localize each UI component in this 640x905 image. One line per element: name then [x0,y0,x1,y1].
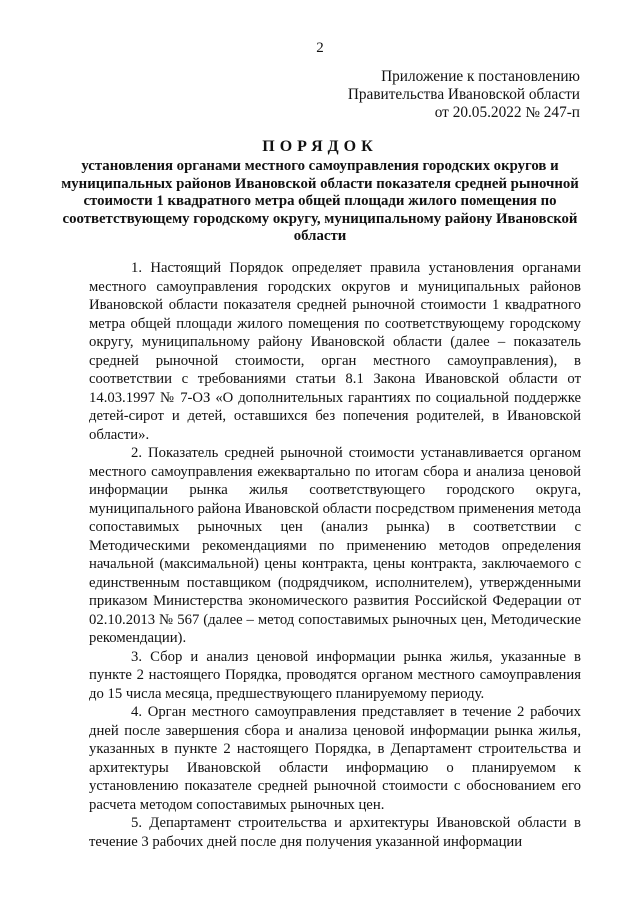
paragraph-2: 2. Показатель средней рыночной стоимости устанавливается органом местного самоуправления ежеквартально по итогам сбора и анализа ценовой информации рынка жилья соответствующего городского округа, муниципального района Ивановской области посредством применения метода сопоставимых рыночных цен (анализ рынка) в соответствии с Методическими рекомендациями по применению методов определения начальной (максимальной) цены контракта, цены контракта, заключаемого с единственным поставщиком (подрядчиком, исполнителем), утвержденными приказом Министерства экономического развития Российской Федерации от 02.10.2013 № 567 (далее – метод сопоставимых рыночных цен, Методические рекомендации). [89,445,581,646]
document-subtitle: установления органами местного самоуправления городских округов и муниципальных районов Ивановской области показателя средней рыночной стоимости 1 квадратного метра общей площади жилого помещения по соответствующему городскому округу, муниципальному району Ивановской области [61,158,579,244]
paragraph-5: 5. Департамент строительства и архитектуры Ивановской области в течение 3 рабочих дней после дня получения указанной информации [89,815,581,850]
paragraph-3: 3. Сбор и анализ ценовой информации рынка жилья, указанные в пункте 2 настоящего Порядка, проводятся органом местного самоуправления до 15 числа месяца, предшествующего планируемому периоду. [89,648,581,702]
paragraph-1: 1. Настоящий Порядок определяет правила установления органами местного самоуправления городских округов и муниципальных районов Ивановской области показателя средней рыночной стоимости 1 квадратного метра общей площади жилого помещения по соответствующему городскому округу, муниципальному району Ивановской области (далее – показатель средней рыночной стоимости, орган местного самоуправления), в соответствии с требованиями статьи 8.1 Закона Ивановской области от 14.03.1997 № 7-ОЗ «О дополнительных гарантиях по социальной поддержке детей-сирот и детей, оставшихся без попечения родителей, в Ивановской области». [89,260,581,443]
document-title: ПОРЯДОК [262,138,378,155]
paragraph-4: 4. Орган местного самоуправления представляет в течение 2 рабочих дней после завершения сбора и анализа ценовой информации рынка жилья, указанных в пункте 2 настоящего Порядка, в Департамент строительства и архитектуры Ивановской области информацию о планируемом к установлению показателе средней рыночной стоимости с обоснованием его расчета методом сопоставимых рыночных цен. [89,704,581,813]
document-body [89,259,581,851]
appendix-line-2: Правительства Ивановской области [347,86,580,103]
appendix-note [348,68,580,122]
appendix-line-1: Приложение к постановлению [381,68,580,85]
page-number: 2 [316,40,324,56]
appendix-line-3: от 20.05.2022 № 247-п [434,104,580,121]
